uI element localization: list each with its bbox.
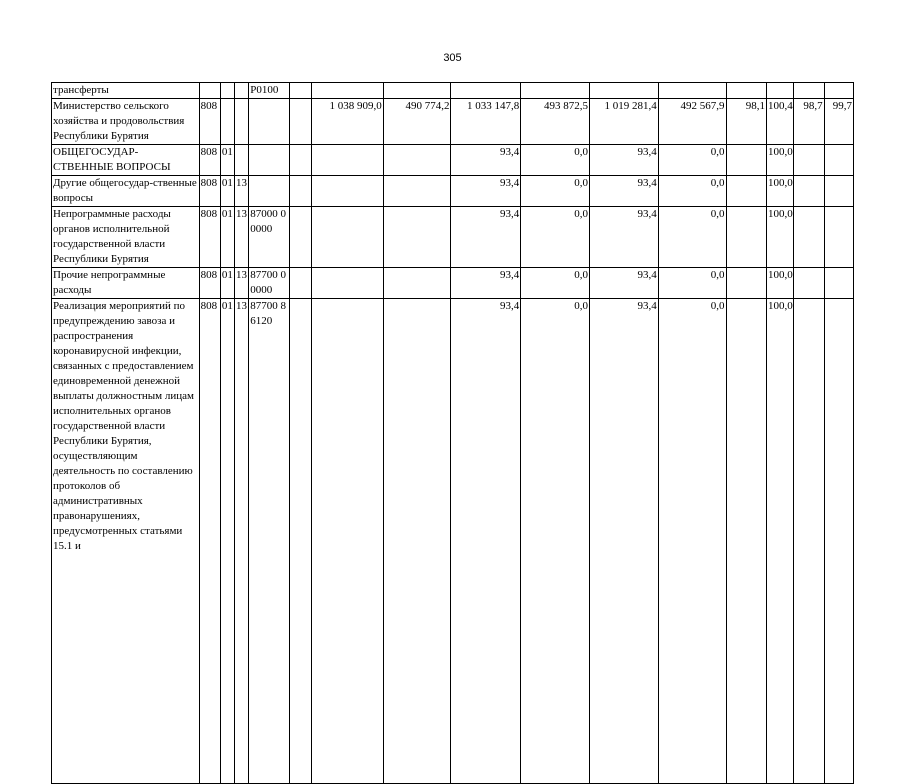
value-1 xyxy=(311,207,383,268)
value-4: 0,0 xyxy=(521,268,590,299)
percent-4 xyxy=(824,83,853,99)
target-code: 87700 00000 xyxy=(249,268,289,299)
value-3: 1 033 147,8 xyxy=(451,99,521,145)
value-4: 0,0 xyxy=(521,145,590,176)
value-3: 93,4 xyxy=(451,268,521,299)
budget-table xyxy=(51,82,854,784)
percent-1 xyxy=(726,299,766,784)
row-name: Министерство сельского хозяйства и продовольствия Республики Бурятия xyxy=(52,99,200,145)
table-row xyxy=(52,268,854,299)
percent-3 xyxy=(794,299,824,784)
value-5: 93,4 xyxy=(589,207,658,268)
value-5 xyxy=(589,83,658,99)
subsection-code xyxy=(235,83,249,99)
value-1 xyxy=(311,83,383,99)
value-5: 1 019 281,4 xyxy=(589,99,658,145)
section-code: 01 xyxy=(220,176,234,207)
percent-2: 100,0 xyxy=(766,268,793,299)
percent-1 xyxy=(726,268,766,299)
value-4 xyxy=(521,83,590,99)
value-1 xyxy=(311,145,383,176)
percent-4: 99,7 xyxy=(824,99,853,145)
value-2 xyxy=(383,176,451,207)
row-name: Непрограммные расходы органов исполнительной государственной власти Республики Бурятия xyxy=(52,207,200,268)
target-code: 87000 00000 xyxy=(249,207,289,268)
expense-type-code xyxy=(289,207,311,268)
subsection-code: 13 xyxy=(235,176,249,207)
section-code xyxy=(220,83,234,99)
percent-1 xyxy=(726,145,766,176)
subsection-code: 13 xyxy=(235,207,249,268)
value-5: 93,4 xyxy=(589,145,658,176)
target-code: Р0100 xyxy=(249,83,289,99)
percent-4 xyxy=(824,299,853,784)
percent-1 xyxy=(726,207,766,268)
section-code: 01 xyxy=(220,207,234,268)
value-3 xyxy=(451,83,521,99)
value-6: 0,0 xyxy=(658,268,726,299)
expense-type-code xyxy=(289,299,311,784)
row-name: Прочие непрограммные расходы xyxy=(52,268,200,299)
ministry-code: 808 xyxy=(199,268,220,299)
target-code xyxy=(249,99,289,145)
subsection-code xyxy=(235,99,249,145)
value-3: 93,4 xyxy=(451,207,521,268)
section-code xyxy=(220,99,234,145)
percent-2: 100,0 xyxy=(766,145,793,176)
subsection-code: 13 xyxy=(235,299,249,784)
value-4: 493 872,5 xyxy=(521,99,590,145)
table-row xyxy=(52,83,854,99)
percent-1 xyxy=(726,83,766,99)
ministry-code: 808 xyxy=(199,176,220,207)
ministry-code xyxy=(199,83,220,99)
percent-3 xyxy=(794,268,824,299)
value-2 xyxy=(383,83,451,99)
value-4: 0,0 xyxy=(521,176,590,207)
target-code xyxy=(249,145,289,176)
value-6: 0,0 xyxy=(658,176,726,207)
value-3: 93,4 xyxy=(451,299,521,784)
value-6 xyxy=(658,83,726,99)
target-code xyxy=(249,176,289,207)
percent-4 xyxy=(824,207,853,268)
value-5: 93,4 xyxy=(589,299,658,784)
ministry-code: 808 xyxy=(199,99,220,145)
value-2 xyxy=(383,299,451,784)
page-number: 305 xyxy=(443,52,462,64)
target-code: 87700 86120 xyxy=(249,299,289,784)
percent-3 xyxy=(794,176,824,207)
section-code: 01 xyxy=(220,268,234,299)
value-6: 0,0 xyxy=(658,207,726,268)
table-row xyxy=(52,145,854,176)
subsection-code xyxy=(235,145,249,176)
value-6: 492 567,9 xyxy=(658,99,726,145)
ministry-code: 808 xyxy=(199,299,220,784)
percent-2: 100,0 xyxy=(766,207,793,268)
table-row xyxy=(52,207,854,268)
value-1 xyxy=(311,176,383,207)
value-2: 490 774,2 xyxy=(383,99,451,145)
percent-4 xyxy=(824,176,853,207)
value-2 xyxy=(383,207,451,268)
percent-2: 100,0 xyxy=(766,299,793,784)
expense-type-code xyxy=(289,145,311,176)
percent-2: 100,4 xyxy=(766,99,793,145)
percent-4 xyxy=(824,145,853,176)
percent-2: 100,0 xyxy=(766,176,793,207)
value-1 xyxy=(311,268,383,299)
expense-type-code xyxy=(289,176,311,207)
value-5: 93,4 xyxy=(589,268,658,299)
row-name: Другие общегосудар-ственные вопросы xyxy=(52,176,200,207)
percent-3 xyxy=(794,145,824,176)
ministry-code: 808 xyxy=(199,145,220,176)
section-code: 01 xyxy=(220,299,234,784)
table-row xyxy=(52,99,854,145)
value-4: 0,0 xyxy=(521,207,590,268)
value-3: 93,4 xyxy=(451,176,521,207)
expense-type-code xyxy=(289,99,311,145)
value-6: 0,0 xyxy=(658,145,726,176)
percent-1 xyxy=(726,176,766,207)
percent-3: 98,7 xyxy=(794,99,824,145)
table-row xyxy=(52,299,854,784)
row-name: трансферты xyxy=(52,83,200,99)
value-5: 93,4 xyxy=(589,176,658,207)
value-2 xyxy=(383,145,451,176)
section-code: 01 xyxy=(220,145,234,176)
value-1: 1 038 909,0 xyxy=(311,99,383,145)
row-name: ОБЩЕГОСУДАР-СТВЕННЫЕ ВОПРОСЫ xyxy=(52,145,200,176)
value-6: 0,0 xyxy=(658,299,726,784)
table-row xyxy=(52,176,854,207)
percent-2 xyxy=(766,83,793,99)
value-4: 0,0 xyxy=(521,299,590,784)
subsection-code: 13 xyxy=(235,268,249,299)
expense-type-code xyxy=(289,268,311,299)
percent-3 xyxy=(794,83,824,99)
table-body xyxy=(52,83,854,784)
percent-1: 98,1 xyxy=(726,99,766,145)
expense-type-code xyxy=(289,83,311,99)
percent-3 xyxy=(794,207,824,268)
value-3: 93,4 xyxy=(451,145,521,176)
value-2 xyxy=(383,268,451,299)
ministry-code: 808 xyxy=(199,207,220,268)
value-1 xyxy=(311,299,383,784)
row-name: Реализация мероприятий по предупреждению завоза и распространения коронавирусной инфекции, связанных с предоставлением единовременной денежной выплаты должностным лицам исполнительных органов государственной власти Республики Бурятия, осуществляющим деятельность по составлению протоколов об административных правонарушениях, предусмотренных статьями 15.1 и xyxy=(52,299,200,784)
percent-4 xyxy=(824,268,853,299)
